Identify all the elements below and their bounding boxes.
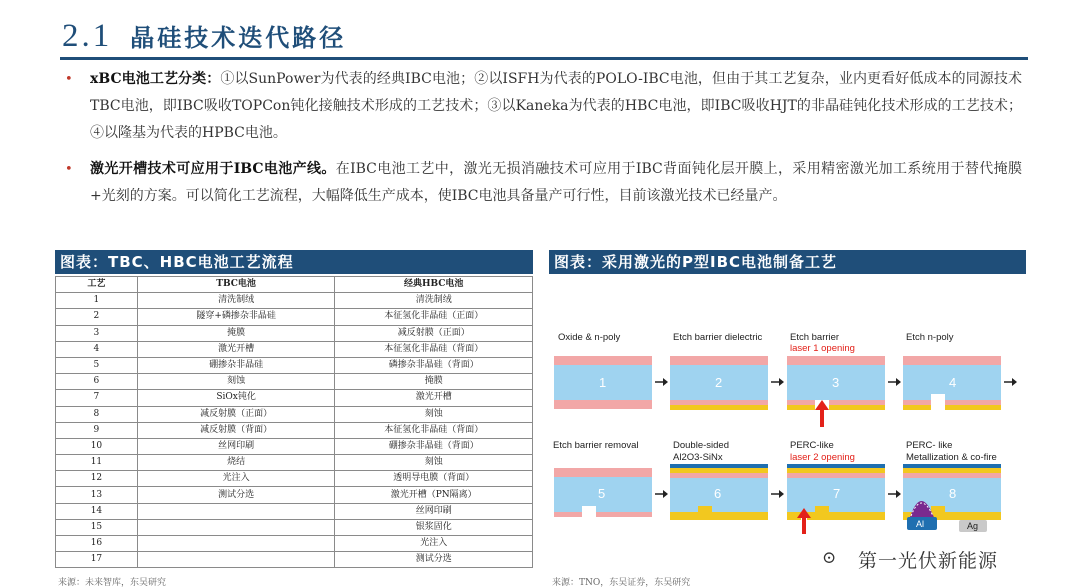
- arrow-icon: [779, 378, 784, 386]
- table-row: [56, 438, 533, 454]
- process-step-8: [903, 440, 1001, 532]
- bullet-marker: •: [65, 162, 73, 177]
- etch-barrier-layer: [903, 405, 931, 410]
- sinx-layer: [787, 468, 885, 473]
- process-step-1: [554, 332, 652, 409]
- sinx-layer: [670, 468, 768, 473]
- n-poly-layer: [903, 400, 931, 405]
- table-cell: 4: [56, 341, 138, 357]
- table-cell: 8: [56, 406, 138, 422]
- n-poly-layer: [787, 356, 885, 365]
- table-cell: [137, 536, 335, 552]
- passivation-layer: [903, 464, 1001, 468]
- column-header: TBC电池: [137, 277, 335, 293]
- table-cell: 刻蚀: [335, 406, 533, 422]
- table-row: [56, 471, 533, 487]
- wechat-icon: ⊙: [822, 548, 837, 568]
- arrow-icon: [1012, 378, 1017, 386]
- column-header: 工艺: [56, 277, 138, 293]
- step-sublabel: laser 2 opening: [790, 452, 855, 463]
- table-cell: 本征氢化非晶硅（正面）: [335, 309, 533, 325]
- table-cell: 14: [56, 503, 138, 519]
- table-cell: 光注入: [335, 536, 533, 552]
- step-number: 8: [949, 486, 957, 501]
- table-cell: 磷掺杂非晶硅（背面）: [335, 357, 533, 373]
- arrow-icon: [779, 490, 784, 498]
- table-row: [56, 519, 533, 535]
- table-cell: 激光开槽: [335, 390, 533, 406]
- table-cell: 隧穿+磷掺杂非晶硅: [137, 309, 335, 325]
- table-cell: 丝网印刷: [137, 438, 335, 454]
- table-row: [56, 309, 533, 325]
- table-row: [56, 293, 533, 309]
- step-label: PERC- like: [906, 440, 953, 451]
- watermark: 第一光伏新能源: [858, 550, 999, 572]
- n-poly-layer: [596, 512, 652, 517]
- step-number: 1: [599, 375, 607, 390]
- table-cell: 刻蚀: [335, 455, 533, 471]
- step-label: Etch n-poly: [906, 332, 954, 343]
- table-cell: 掩膜: [137, 325, 335, 341]
- ibc-process-diagram: [549, 276, 1026, 576]
- step-label: Oxide & n-poly: [558, 332, 621, 343]
- column-header: 经典HBC电池: [335, 277, 533, 293]
- step-label: Etch barrier removal: [553, 440, 639, 451]
- process-step-2: [670, 332, 768, 410]
- table-cell: 12: [56, 471, 138, 487]
- table-cell: [137, 503, 335, 519]
- step-number: 5: [598, 486, 606, 501]
- table-cell: 1: [56, 293, 138, 309]
- table-body: [56, 293, 533, 568]
- n-poly-layer: [787, 400, 815, 405]
- table-cell: 清洗制绒: [137, 293, 335, 309]
- table-cell: 烧结: [137, 455, 335, 471]
- table-row: [56, 341, 533, 357]
- bullet-item: [62, 66, 1022, 147]
- arrow-icon: [896, 490, 901, 498]
- bullet-heading: xBC电池工艺分类：: [90, 71, 221, 87]
- table-cell: 本征氢化非晶硅（背面）: [335, 341, 533, 357]
- step-sublabel: laser 1 opening: [790, 343, 855, 354]
- table-cell: 5: [56, 357, 138, 373]
- step-number: 6: [714, 486, 722, 501]
- n-poly-layer: [670, 473, 768, 478]
- etch-barrier-layer: [945, 405, 1001, 410]
- table-row: [56, 374, 533, 390]
- table-row: [56, 503, 533, 519]
- bullet-heading: 激光开槽技术可应用于IBC电池产线。: [90, 161, 336, 177]
- table-panel-title: 图表：TBC、HBC电池工艺流程: [55, 250, 533, 274]
- n-poly-layer: [670, 356, 768, 365]
- table-row: [56, 390, 533, 406]
- table-cell: 10: [56, 438, 138, 454]
- table-cell: 9: [56, 422, 138, 438]
- table-cell: 减反射膜（正面）: [137, 406, 335, 422]
- table-cell: [137, 519, 335, 535]
- table-cell: SiOx钝化: [137, 390, 335, 406]
- table-cell: 本征氢化非晶硅（背面）: [335, 422, 533, 438]
- table-row: [56, 357, 533, 373]
- etch-barrier-layer: [829, 405, 885, 410]
- n-poly-layer: [554, 400, 652, 409]
- process-step-3: [787, 332, 885, 427]
- table-cell: 硼掺杂非晶硅（背面）: [335, 438, 533, 454]
- table-row: [56, 487, 533, 503]
- table-cell: 11: [56, 455, 138, 471]
- table-source: 来源：未来智库，东吴研究: [58, 578, 167, 588]
- step-number: 4: [949, 375, 957, 390]
- n-poly-layer: [945, 400, 1001, 405]
- table-cell: 15: [56, 519, 138, 535]
- n-poly-layer: [554, 356, 652, 365]
- ag-label: Ag: [967, 521, 979, 531]
- process-step-6: [670, 440, 768, 520]
- table-header-row: [56, 277, 533, 293]
- bullet-text: 在IBC电池工艺中，激光无损消融技术可应用于IBC背面钝化层开膜上，采用精密激光加工系统用于替代掩膜+光刻的方案。可以简化工艺流程，大幅降低生产成本，使IBC电池具备量产可行性，目前该激光技术已经量产。: [90, 161, 1022, 204]
- table-cell: 16: [56, 536, 138, 552]
- title-divider: [60, 57, 1028, 60]
- table-row: [56, 406, 533, 422]
- table-cell: 17: [56, 552, 138, 568]
- etch-barrier-layer: [670, 405, 768, 410]
- etch-barrier-layer: [787, 405, 815, 410]
- table-cell: 13: [56, 487, 138, 503]
- table-cell: 激光开槽: [137, 341, 335, 357]
- table-cell: 刻蚀: [137, 374, 335, 390]
- table-cell: 7: [56, 390, 138, 406]
- n-poly-layer: [903, 356, 1001, 365]
- n-poly-layer: [829, 400, 885, 405]
- step-number: 7: [833, 486, 841, 501]
- bullet-text: ①以SunPower为代表的经典IBC电池；②以ISFH为代表的POLO-IBC电池，但由于其工艺复杂，业内更看好低成本的同源技术TBC电池，即IBC吸收TOPCon钝化接触技术形成的工艺技术；③以Kaneka为代表的HBC电池，即IBC吸收HJT的非晶硅钝化技术形成的工艺技术；④以隆基为代表的HPBC电池。: [90, 71, 1022, 141]
- diagram-source: 来源：TNO，东吴证券，东吴研究: [552, 578, 691, 588]
- table-cell: 减反射膜（背面）: [137, 422, 335, 438]
- table-row: [56, 455, 533, 471]
- step-number: 2: [715, 375, 723, 390]
- process-step-4: [903, 332, 1001, 410]
- step-label: Etch barrier: [790, 332, 840, 343]
- table-row: [56, 422, 533, 438]
- table-cell: 透明导电膜（背面）: [335, 471, 533, 487]
- laser-beam-icon: [815, 400, 829, 410]
- step-number: 3: [832, 375, 840, 390]
- sinx-layer: [903, 468, 1001, 473]
- step-label: Etch barrier dielectric: [673, 332, 763, 343]
- table-cell: 激光开槽（PN隔离）: [335, 487, 533, 503]
- table-cell: 测试分选: [137, 487, 335, 503]
- al-label: Al: [916, 519, 925, 529]
- step-label: Double-sided: [673, 440, 729, 451]
- step-label: PERC-like: [790, 440, 834, 451]
- table-cell: 掩膜: [335, 374, 533, 390]
- table-cell: 丝网印刷: [335, 503, 533, 519]
- table-cell: 硼掺杂非晶硅: [137, 357, 335, 373]
- table-cell: 银浆固化: [335, 519, 533, 535]
- bullet-list: [62, 66, 1022, 219]
- bullet-marker: •: [65, 72, 73, 87]
- passivation-layer: [787, 464, 885, 468]
- n-poly-layer: [670, 400, 768, 405]
- table-row: [56, 552, 533, 568]
- step-sublabel: Metallization & co-fire: [906, 452, 997, 463]
- table-cell: 光注入: [137, 471, 335, 487]
- page-title: [62, 18, 346, 58]
- table-cell: 2: [56, 309, 138, 325]
- n-poly-layer: [787, 473, 885, 478]
- table-cell: 测试分选: [335, 552, 533, 568]
- table-cell: [137, 552, 335, 568]
- step-sublabel: Al2O3-SiNx: [673, 452, 723, 463]
- diagram-panel-title: 图表：采用激光的P型IBC电池制备工艺: [549, 250, 1026, 274]
- table-row: [56, 536, 533, 552]
- n-poly-layer: [554, 468, 652, 477]
- process-step-5: [553, 440, 652, 517]
- n-poly-layer: [554, 512, 582, 517]
- table-cell: 减反射膜（正面）: [335, 325, 533, 341]
- table-cell: 3: [56, 325, 138, 341]
- bullet-item: [62, 156, 1022, 210]
- arrow-icon: [663, 378, 668, 386]
- passivation-layer: [670, 464, 768, 468]
- table-cell: 清洗制绒: [335, 293, 533, 309]
- process-step-7: [787, 440, 885, 534]
- section-title: 晶硅技术迭代路径: [130, 24, 347, 52]
- arrow-icon: [663, 490, 668, 498]
- arrow-icon: [896, 378, 901, 386]
- section-number: 2.1: [62, 18, 113, 54]
- n-poly-layer: [903, 473, 1001, 478]
- table-cell: 6: [56, 374, 138, 390]
- table-row: [56, 325, 533, 341]
- process-table: [55, 276, 533, 568]
